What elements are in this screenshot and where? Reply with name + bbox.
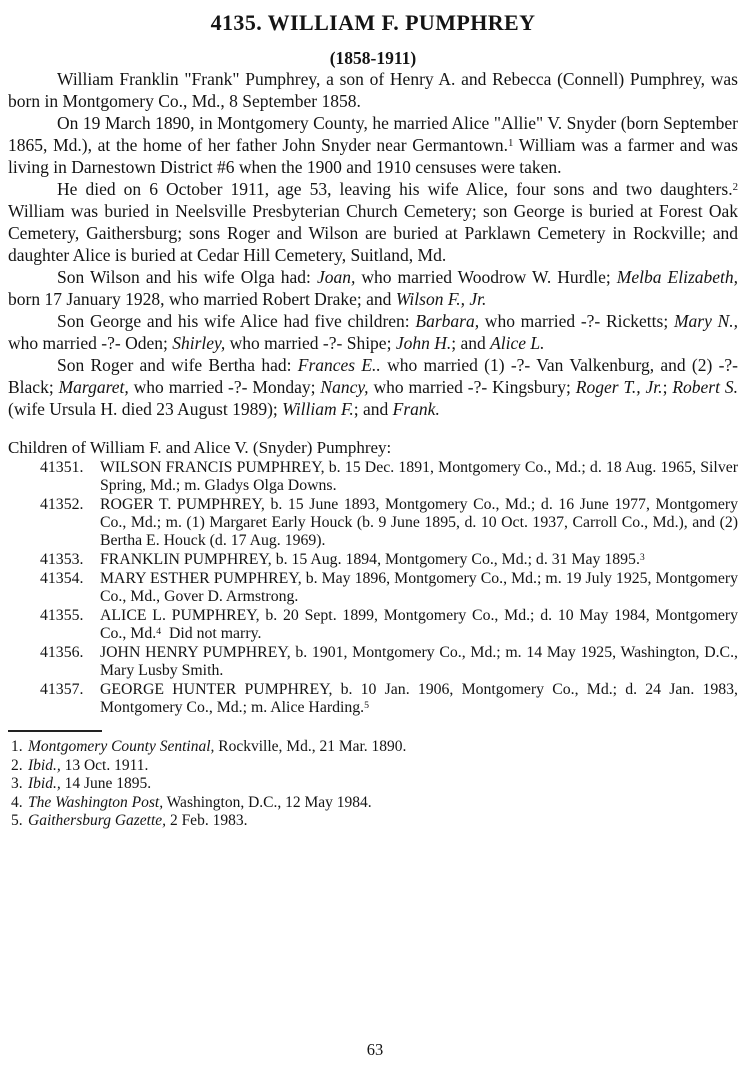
paragraph-son-george: Son George and his wife Alice had five children: Barbara, who married -?- Ricketts; Mary N., who married -?- Oden; Shirley, who married -?- Shipe; John H.; and Alice L. <box>8 311 738 353</box>
entry-dates: (1858-1911) <box>329 48 417 68</box>
footnote-number: 1. <box>11 738 23 755</box>
page-number: 63 <box>366 1040 384 1059</box>
child-text: MARY ESTHER PUMPHREY, b. May 1896, Montgomery Co., Md.; m. 19 July 1925, Montgomery Co., Md., Gover D. Armstrong. <box>100 570 738 605</box>
child-text: FRANKLIN PUMPHREY, b. 15 Aug. 1894, Montgomery Co., Md.; d. 31 May 1895.$^3$ <box>100 551 645 568</box>
child-entry-41354 <box>40 570 738 606</box>
footnote-separator-rule <box>8 730 102 732</box>
child-text: WILSON FRANCIS PUMPHREY, b. 15 Dec. 1891, Montgomery Co., Md.; d. 18 Aug. 1965, Silver Spring, Md.; m. Gladys Olga Downs. <box>100 459 738 494</box>
child-number: 41355. <box>40 607 84 624</box>
child-text: ROGER T. PUMPHREY, b. 15 June 1893, Montgomery Co., Md.; d. 16 June 1977, Montgomery Co., Md.; m. (1) Margaret Early Houck (b. 9 June 1895, d. 10 Oct. 1937, Carroll Co., Md.), and (2) Bertha E. Houck (d. 17 Aug. 1969). <box>100 496 738 549</box>
footnote-text: Ibid., 13 Oct. 1911. <box>28 756 149 774</box>
footnote-1 <box>11 738 738 757</box>
child-number: 41356. <box>40 644 84 661</box>
paragraph-son-roger: Son Roger and wife Bertha had: Frances E.. who married (1) -?- Van Valkenburg, and (2) -?- Black; Margaret, who married -?- Monday; Nancy, who married -?- Kingsbury; Roger T., Jr.; Robert S. (wife Ursula H. died 23 August 1989); William F.; and Frank. <box>8 355 739 419</box>
child-number: 41354. <box>40 570 84 587</box>
child-number: 41353. <box>40 551 84 568</box>
footnote-text: Montgomery County Sentinal, Rockville, Md., 21 Mar. 1890. <box>28 738 407 755</box>
child-text: ALICE L. PUMPHREY, b. 20 Sept. 1899, Montgomery Co., Md.; d. 10 May 1984, Montgomery Co., Md.$^4$ Did not marry. <box>100 607 738 642</box>
footnotes-section <box>8 730 738 831</box>
paragraph-birth: William Franklin "Frank" Pumphrey, a son of Henry A. and Rebecca (Connell) Pumphrey, was born in Montgomery Co., Md., 8 September 1858. <box>8 69 738 111</box>
child-entry-41356 <box>40 644 738 680</box>
child-entry-41351 <box>40 459 738 495</box>
child-entry-41355 <box>40 607 738 643</box>
child-entry-41353 <box>40 551 738 569</box>
footnote-text: Gaithersburg Gazette, 2 Feb. 1983. <box>28 812 248 829</box>
paragraph-marriage: On 19 March 1890, in Montgomery County, he married Alice "Allie" V. Snyder (born September 1865, Md.), at the home of her father John Snyder near Germantown.$^1$ William was a farmer and was living in Darnestown District #6 when the 1900 and 1910 censuses were taken. <box>8 113 738 177</box>
footnote-4 <box>11 793 738 813</box>
child-number: 41351. <box>40 459 84 476</box>
footnote-number: 4. <box>11 793 23 811</box>
footnote-number: 3. <box>11 775 23 792</box>
footnote-number: 2. <box>11 756 23 774</box>
footnote-text: The Washington Post, Washington, D.C., 12 May 1984. <box>28 793 372 811</box>
child-entry-41357 <box>40 681 738 717</box>
footnote-3 <box>11 775 738 794</box>
child-text: JOHN HENRY PUMPHREY, b. 1901, Montgomery Co., Md.; m. 14 May 1925, Washington, D.C., Mary Lusby Smith. <box>100 644 738 679</box>
footnote-text: Ibid., 14 June 1895. <box>28 775 152 792</box>
footnote-2 <box>11 756 738 776</box>
child-number: 41357. <box>40 681 84 698</box>
entry-title: 4135. WILLIAM F. PUMPHREY <box>210 10 536 35</box>
child-entry-41352 <box>40 496 738 550</box>
footnote-number: 5. <box>11 812 23 829</box>
paragraph-death: He died on 6 October 1911, age 53, leaving his wife Alice, four sons and two daughters.$^2$ William was buried in Neelsville Presbyterian Church Cemetery; son George is buried at Forest Oak Cemetery, Gaithersburg; sons Roger and Wilson are buried at Parklawn Cemetery in Rockville; and daughter Alice is buried at Cedar Hill Cemetery, Suitland, Md. <box>8 179 738 265</box>
child-number: 41352. <box>40 496 84 513</box>
paragraph-son-wilson: Son Wilson and his wife Olga had: Joan, who married Woodrow W. Hurdle; Melba Elizabeth, born 17 January 1928, who married Robert Drake; and Wilson F., Jr. <box>8 267 739 309</box>
footnote-5 <box>11 812 738 831</box>
children-heading: Children of William F. and Alice V. (Snyder) Pumphrey: <box>8 438 392 457</box>
child-text: GEORGE HUNTER PUMPHREY, b. 10 Jan. 1906, Montgomery Co., Md.; d. 24 Jan. 1983, Montgomery Co., Md.; m. Alice Harding.$^5$ <box>100 681 738 716</box>
